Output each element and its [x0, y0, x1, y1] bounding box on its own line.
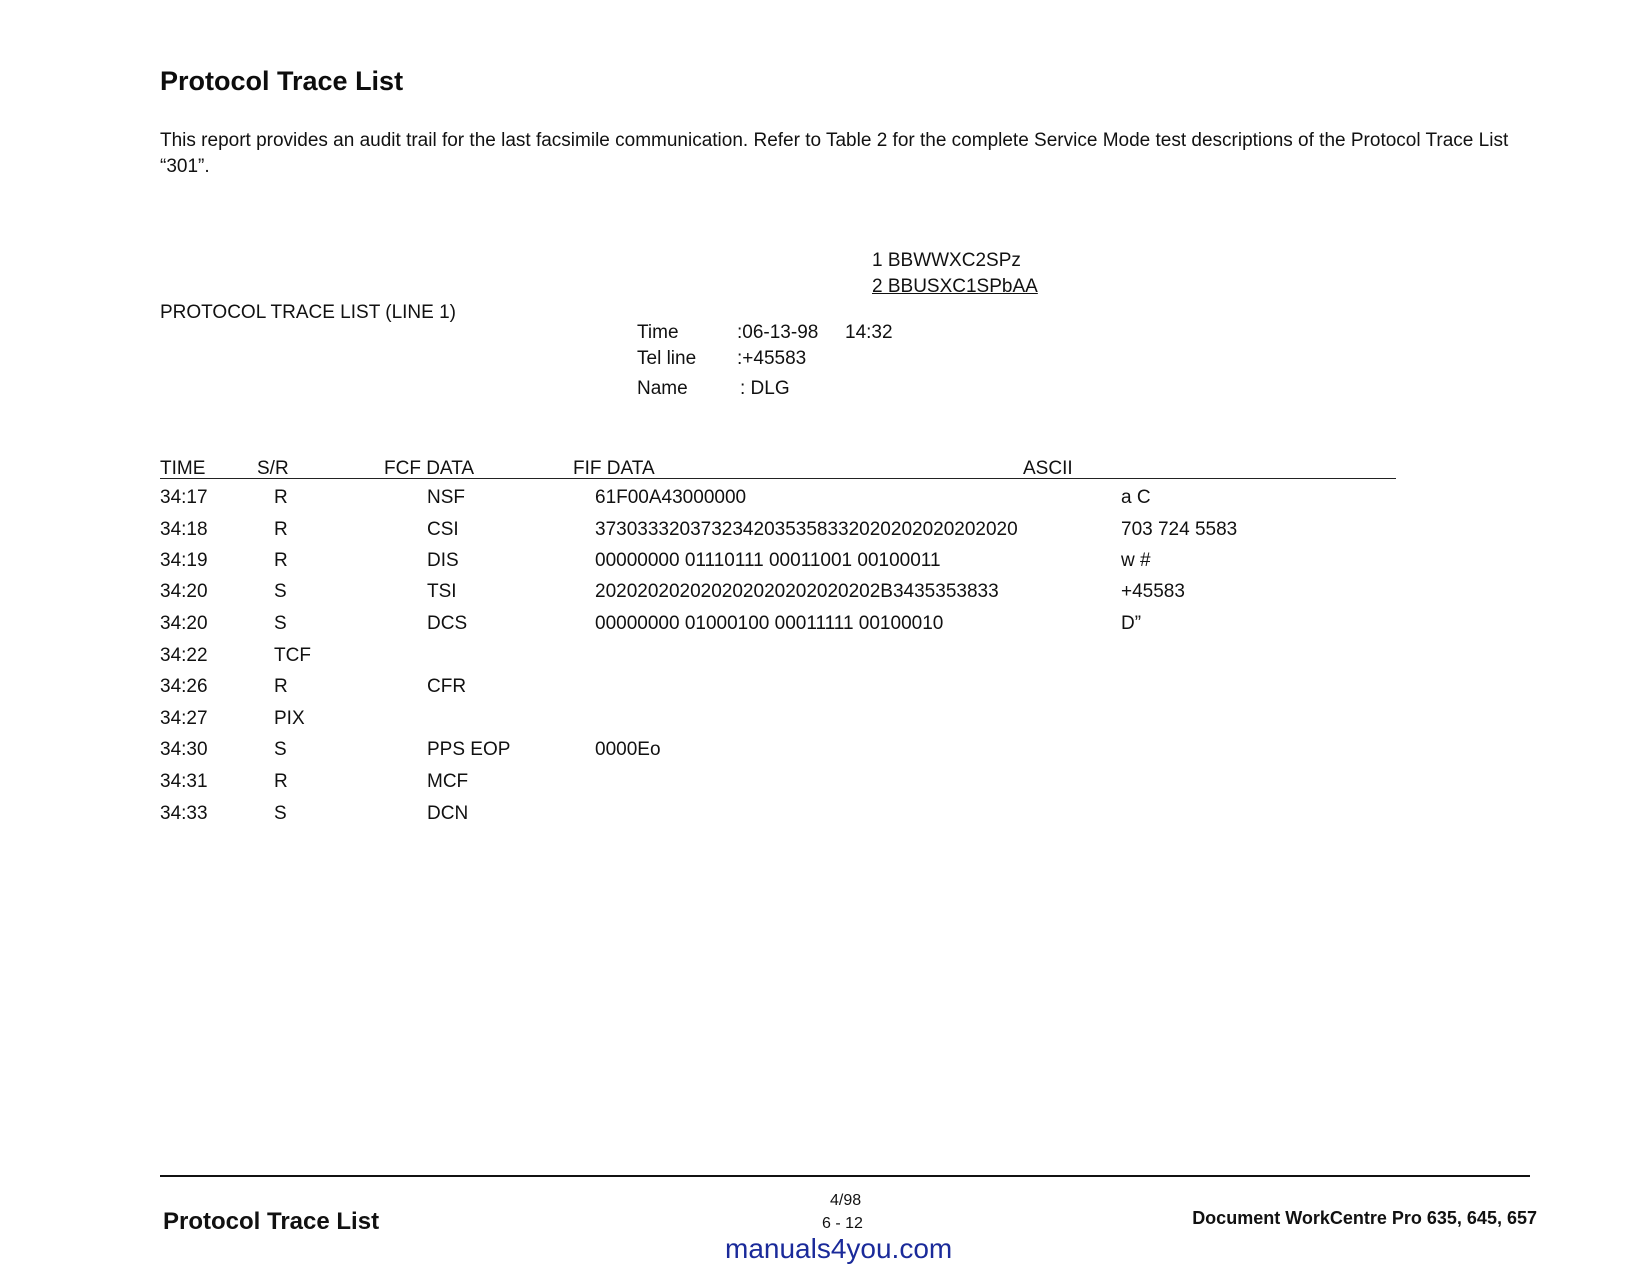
cell-fif-data: 00000000 01110111 00011001 00100011: [595, 550, 941, 571]
cell-fif-data: 3730333203732342035358332020202020202020: [595, 519, 1018, 540]
cell-sr: S: [274, 581, 287, 602]
cell-time: 34:22: [160, 645, 208, 666]
cell-ascii: w #: [1121, 550, 1151, 571]
watermark-link[interactable]: manuals4you.com: [725, 1233, 953, 1264]
device-id-1: 1 BBWWXC2SPz: [872, 250, 1021, 271]
cell-fcf-data: DIS: [427, 550, 459, 571]
cell-fif-data: 61F00A43000000: [595, 487, 747, 508]
cell-time: 34:20: [160, 581, 208, 602]
cell-sr: R: [274, 676, 288, 697]
device-id-2: 2 BBUSXC1SPbAA: [872, 276, 1038, 297]
time-clock: 14:32: [845, 322, 893, 343]
cell-sr: TCF: [274, 645, 311, 666]
time-value: :06-13-98: [737, 322, 819, 343]
cell-time: 34:31: [160, 771, 208, 792]
cell-fcf-data: CSI: [427, 519, 459, 540]
cell-time: 34:20: [160, 613, 208, 634]
cell-fcf-data: DCN: [427, 803, 469, 824]
footer-product-name: Document WorkCentre Pro 635, 645, 657: [1192, 1208, 1537, 1228]
cell-fcf-data: PPS EOP: [427, 739, 511, 760]
column-header-ascii: ASCII: [1023, 458, 1073, 479]
cell-fcf-data: NSF: [427, 487, 465, 508]
cell-sr: S: [274, 803, 287, 824]
time-label: Time: [637, 322, 679, 343]
name-value: : DLG: [740, 378, 790, 399]
report-title: PROTOCOL TRACE LIST (LINE 1): [160, 302, 456, 323]
column-header-fif-data: FIF DATA: [573, 458, 655, 479]
column-header-sr: S/R: [257, 458, 289, 479]
footer-page-number: 6 - 12: [822, 1215, 863, 1232]
column-header-fcf-data: FCF DATA: [384, 458, 475, 479]
table-header-rule: [160, 478, 1396, 479]
tel-line-value: :+45583: [737, 348, 807, 369]
footer-section-title: Protocol Trace List: [163, 1208, 380, 1235]
cell-time: 34:27: [160, 708, 208, 729]
cell-ascii: 703 724 5583: [1121, 519, 1238, 540]
name-label: Name: [637, 378, 688, 399]
cell-sr: R: [274, 771, 288, 792]
intro-paragraph: This report provides an audit trail for the last facsimile communication. Refer to Table 2 for the complete Service Mode test descriptions of the Protocol Trace List “301”.: [160, 130, 1509, 177]
footer-date: 4/98: [830, 1192, 862, 1209]
cell-time: 34:33: [160, 803, 208, 824]
footer-rule: [160, 1175, 1530, 1177]
cell-sr: S: [274, 739, 287, 760]
cell-fcf-data: DCS: [427, 613, 468, 634]
cell-time: 34:17: [160, 487, 208, 508]
cell-time: 34:26: [160, 676, 208, 697]
cell-sr: PIX: [274, 708, 305, 729]
cell-fif-data: 0000Eo: [595, 739, 661, 760]
page-title: Protocol Trace List: [160, 66, 404, 96]
cell-sr: R: [274, 487, 288, 508]
cell-time: 34:19: [160, 550, 208, 571]
cell-fcf-data: MCF: [427, 771, 469, 792]
cell-ascii: D”: [1121, 613, 1142, 634]
cell-fcf-data: CFR: [427, 676, 467, 697]
cell-fif-data: 00000000 01000100 00011111 00100010: [595, 613, 944, 634]
cell-ascii: +45583: [1121, 581, 1185, 602]
cell-fcf-data: TSI: [427, 581, 457, 602]
tel-line-label: Tel line: [637, 348, 697, 369]
cell-time: 34:18: [160, 519, 208, 540]
cell-ascii: a C: [1121, 487, 1151, 508]
cell-fif-data: 202020202020202020202020202B3435353833: [595, 581, 999, 602]
cell-sr: R: [274, 550, 288, 571]
cell-time: 34:30: [160, 739, 208, 760]
column-header-time: TIME: [160, 458, 206, 479]
cell-sr: R: [274, 519, 288, 540]
cell-sr: S: [274, 613, 287, 634]
